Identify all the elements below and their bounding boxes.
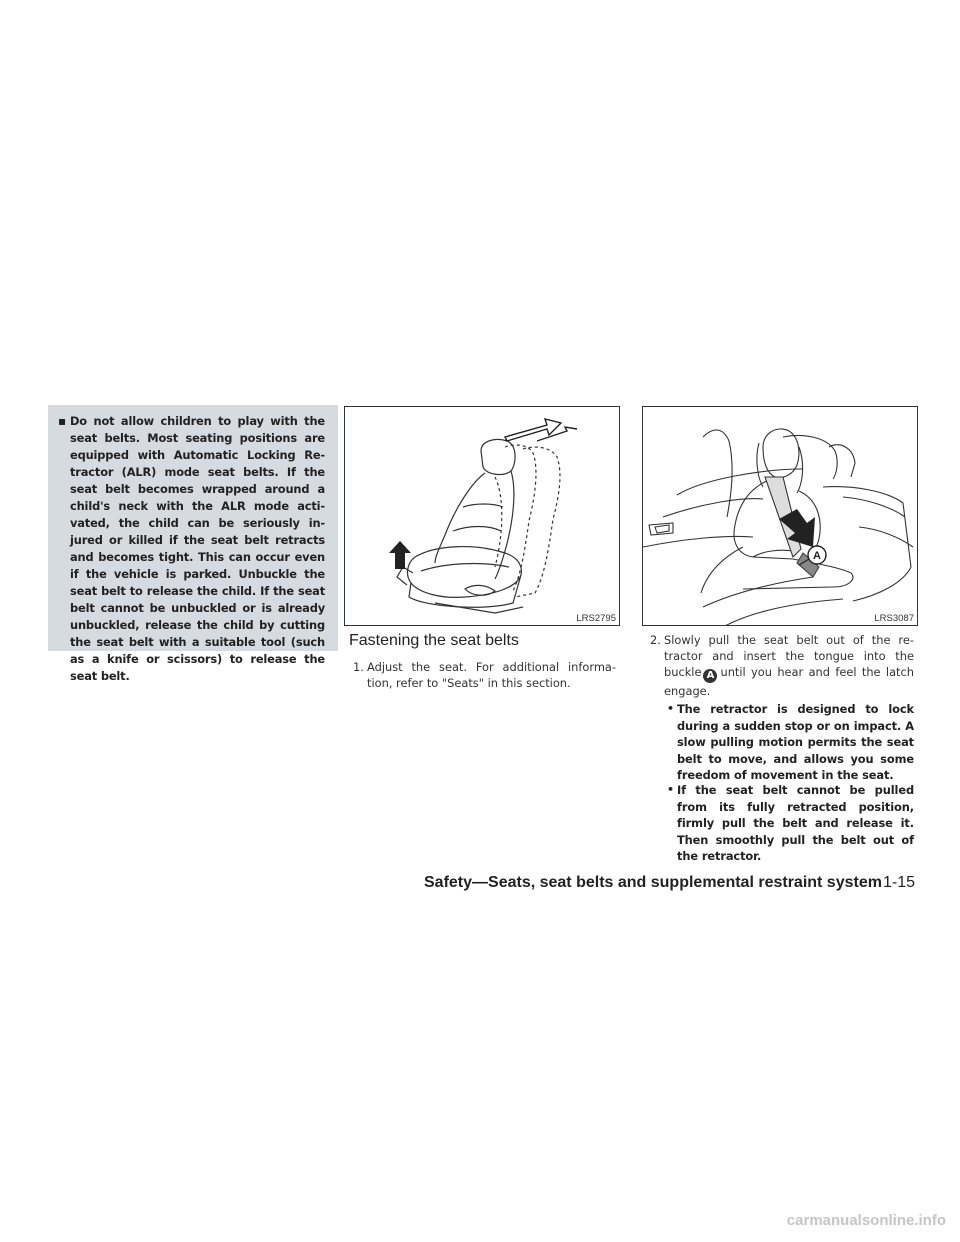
figure-code: LRS3087 (874, 613, 914, 624)
warning-bullet: ▪ (58, 414, 67, 428)
step-2 (650, 632, 914, 699)
note-bullet: • (667, 783, 675, 796)
step-text (650, 632, 914, 699)
step-number: 2. (650, 633, 661, 647)
step-text: Adjust the seat. For additional informa- tion, refer to "Seats" in this section. (367, 660, 616, 690)
buckle-illustration (643, 407, 918, 626)
note-bullet: • (667, 702, 675, 715)
buckle-figure (642, 406, 918, 626)
warning-text: Do not allow children to play with the seat belts. Most seating positions are equipped with Automatic Locking Re- tractor (ALR) mode seat belts. If the seat belt becomes wrapped around a child's neck with the ALR mode acti- vated, the child can be seriously in- jured or killed if the seat belt retracts and becomes tight. This can occur even if the vehicle is parked. Unbuckle the seat belt to release the child. If the seat belt cannot be unbuckled or is already unbuckled, release the child by cutting the seat belt with a suitable tool (such as a knife or scissors) to release the seat belt. (70, 414, 325, 683)
page-number: 1-15 (883, 874, 916, 891)
seat-illustration (345, 407, 620, 626)
warning-item (58, 413, 325, 685)
step-number: 1. (353, 660, 364, 674)
section-heading: Fastening the seat belts (349, 632, 519, 649)
note-text: The retractor is designed to lock during a sudden stop or on impact. A slow pulling motion permits the seat belt to move, and allows you some freedom of movement in the seat. (677, 702, 914, 782)
seat-adjust-figure (344, 406, 620, 626)
watermark: carmanualsonline.info (786, 1212, 946, 1229)
chapter-title: Safety—Seats, seat belts and supplemental restraint system (424, 874, 882, 891)
warning-box (48, 405, 338, 683)
callout-a-marker: A (703, 669, 717, 683)
note-text: If the seat belt cannot be pulled from its fully retracted position, firmly pull the belt and release it. Then smoothly pull the belt out of the retractor. (677, 783, 914, 863)
callout-a-label: A (813, 550, 821, 562)
note-retractor-lock (667, 701, 914, 784)
step-text-after: until you hear and feel the latch engage. (664, 665, 914, 698)
figure-code: LRS2795 (576, 613, 616, 624)
step-text-before: Slowly pull the seat belt out of the re- tractor and insert the tongue into the buckle (664, 633, 914, 679)
note-pull-belt (667, 782, 914, 865)
step-1 (353, 659, 616, 691)
